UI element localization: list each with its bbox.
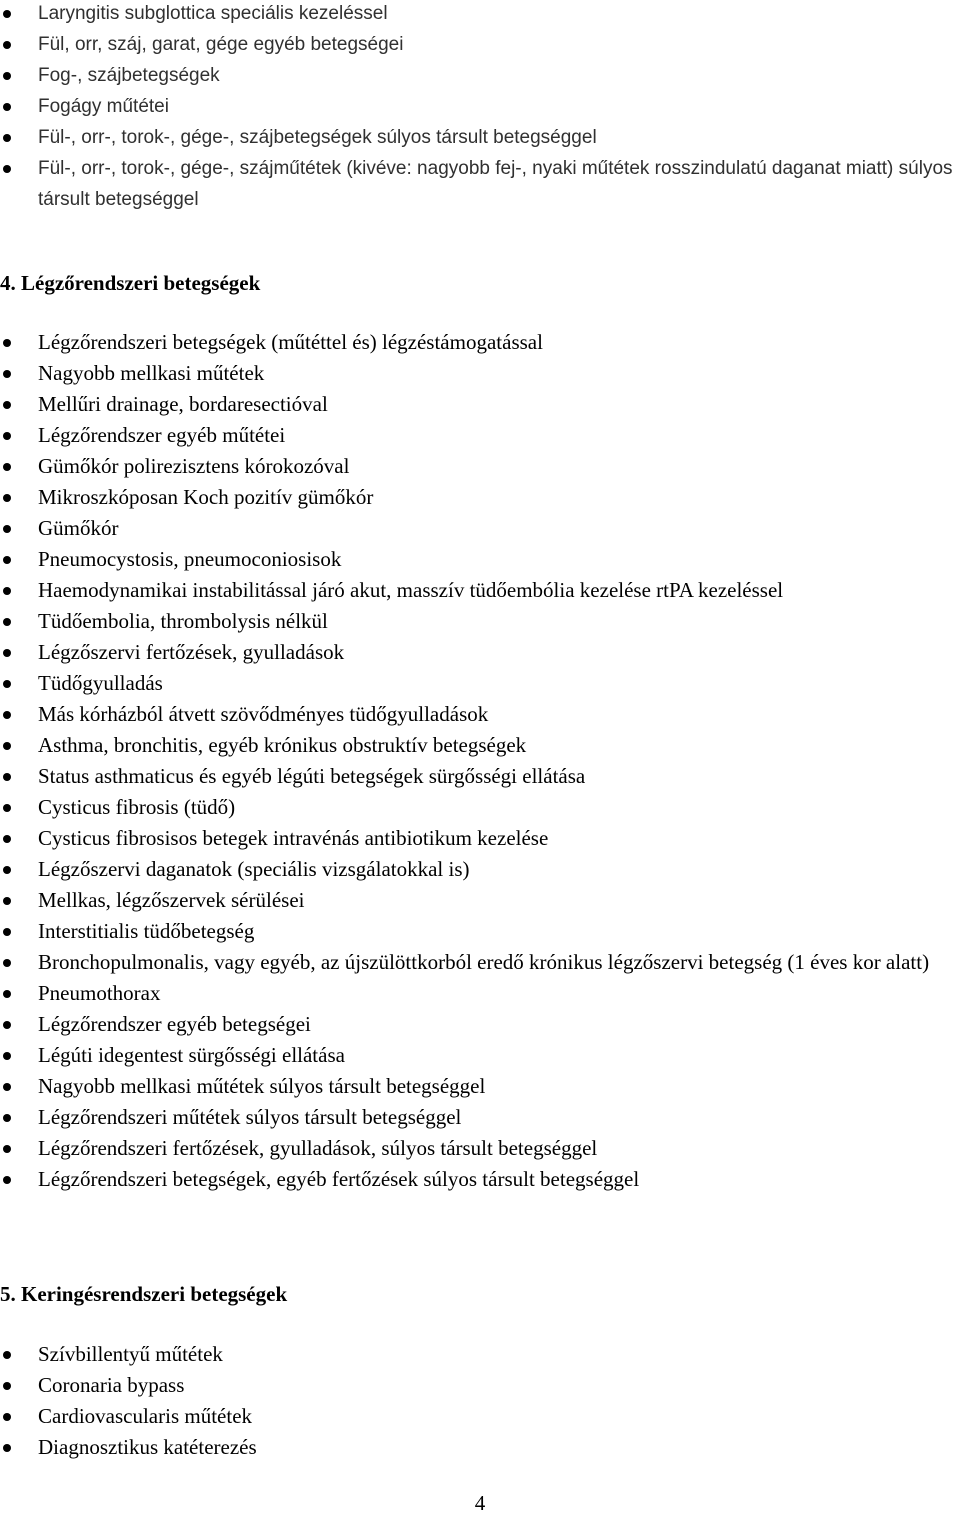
list-item: Asthma, bronchitis, egyéb krónikus obstruktív betegségek (0, 730, 960, 761)
list-item: Cardiovascularis műtétek (0, 1401, 960, 1432)
list-item: Légzőszervi fertőzések, gyulladások (0, 637, 960, 668)
list-item: Mellkas, légzőszervek sérülései (0, 885, 960, 916)
list-item: Mikroszkóposan Koch pozitív gümőkór (0, 482, 960, 513)
list-item: Nagyobb mellkasi műtétek súlyos társult betegséggel (0, 1071, 960, 1102)
list-item: Cysticus fibrosisos betegek intravénás antibiotikum kezelése (0, 823, 960, 854)
section-heading-respiratory: 4. Légzőrendszeri betegségek (0, 271, 261, 295)
list-item: Bronchopulmonalis, vagy egyéb, az újszülöttkorból eredő krónikus légzőszervi betegség (1 éves kor alatt) (0, 947, 960, 978)
list-item: Haemodynamikai instabilitással járó akut, masszív tüdőembólia kezelése rtPA kezeléssel (0, 575, 960, 606)
section-heading-circulatory: 5. Keringésrendszeri betegségek (0, 1282, 288, 1306)
list-item: Gümőkór polirezisztens kórokozóval (0, 451, 960, 482)
list-item: Interstitialis tüdőbetegség (0, 916, 960, 947)
list-item: Tüdőembolia, thrombolysis nélkül (0, 606, 960, 637)
list-item: Légzőszervi daganatok (speciális vizsgálatokkal is) (0, 854, 960, 885)
list-item: Légzőrendszer egyéb betegségei (0, 1009, 960, 1040)
list-item: Szívbillentyű műtétek (0, 1339, 960, 1370)
list-item: Légzőrendszeri betegségek (műtéttel és) légzéstámogatással (0, 327, 960, 358)
list-item: Más kórházból átvett szövődményes tüdőgyulladások (0, 699, 960, 730)
list-item: Légzőrendszeri műtétek súlyos társult betegséggel (0, 1102, 960, 1133)
list-item: Fül-, orr-, torok-, gége-, szájműtétek (kivéve: nagyobb fej-, nyaki műtétek rosszindulatú daganat miatt) súlyos társult betegséggel (0, 153, 960, 215)
list-item: Pneumocystosis, pneumoconiosisok (0, 544, 960, 575)
list-item: Cysticus fibrosis (tüdő) (0, 792, 960, 823)
list-item: Mellűri drainage, bordaresectióval (0, 389, 960, 420)
list-item: Diagnosztikus katéterezés (0, 1432, 960, 1463)
list-respiratory-diseases (0, 327, 960, 1195)
list-item: Laryngitis subglottica speciális kezeléssel (0, 0, 960, 29)
list-item: Fog-, szájbetegségek (0, 60, 960, 91)
list-circulatory-diseases (0, 1339, 960, 1463)
list-item: Légzőrendszeri fertőzések, gyulladások, súlyos társult betegséggel (0, 1133, 960, 1164)
list-item: Fül-, orr-, torok-, gége-, szájbetegségek súlyos társult betegséggel (0, 122, 960, 153)
list-item: Fogágy műtétei (0, 91, 960, 122)
list-item: Légzőrendszer egyéb műtétei (0, 420, 960, 451)
list-item: Pneumothorax (0, 978, 960, 1009)
list-item: Légúti idegentest sürgősségi ellátása (0, 1040, 960, 1071)
list-item: Légzőrendszeri betegségek, egyéb fertőzések súlyos társult betegséggel (0, 1164, 960, 1195)
list-item: Status asthmaticus és egyéb légúti betegségek sürgősségi ellátása (0, 761, 960, 792)
list-item: Gümőkór (0, 513, 960, 544)
list-ent-diseases (0, 0, 960, 215)
list-item: Coronaria bypass (0, 1370, 960, 1401)
list-item: Fül, orr, száj, garat, gége egyéb betegségei (0, 29, 960, 60)
page-number: 4 (474, 1491, 486, 1515)
list-item: Tüdőgyulladás (0, 668, 960, 699)
list-item: Nagyobb mellkasi műtétek (0, 358, 960, 389)
